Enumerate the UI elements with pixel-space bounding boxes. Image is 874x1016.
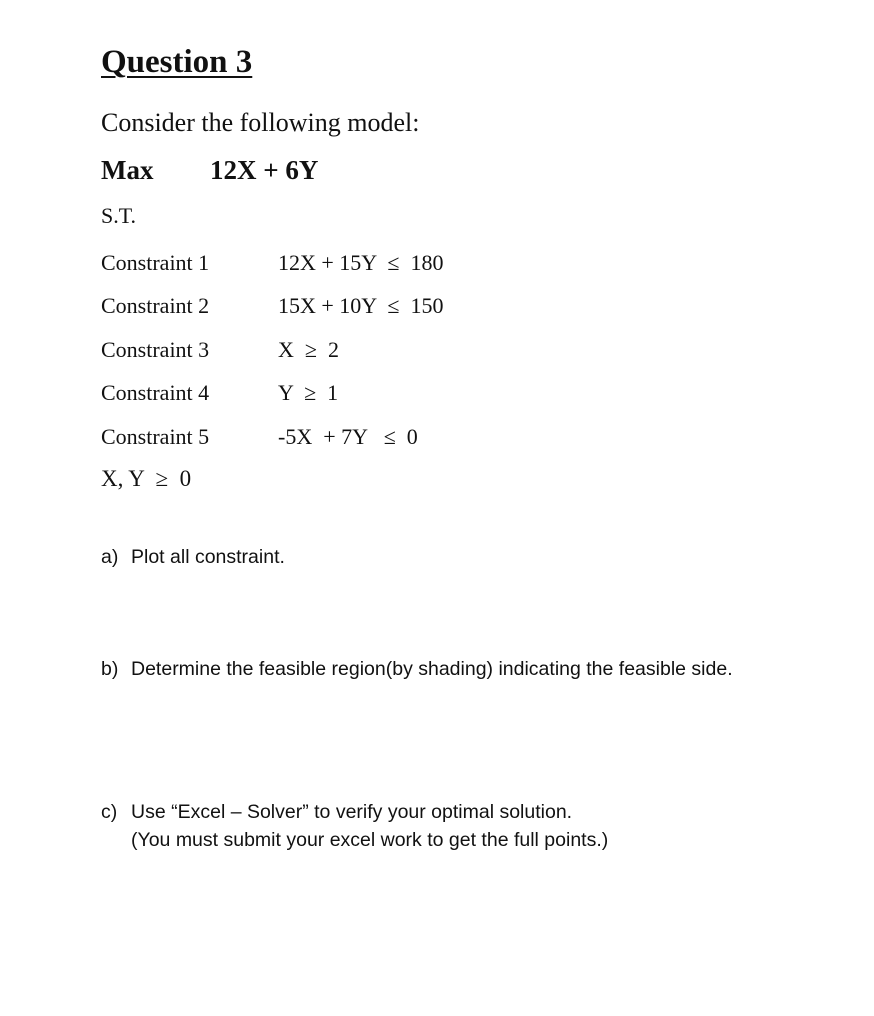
constraint-1-label: Constraint 1 xyxy=(101,250,210,275)
task-c-tag: c) xyxy=(101,801,118,823)
subject-to-label: S.T. xyxy=(101,203,137,228)
constraint-2-expression: 15X + 10Y ≤ 150 xyxy=(278,293,444,318)
task-c-text: Use “Excel – Solver” to verify your optimal solution. xyxy=(131,801,573,823)
constraint-3-label: Constraint 3 xyxy=(101,337,210,362)
intro-text: Consider the following model: xyxy=(101,108,420,137)
task-b-text: Determine the feasible region(by shading) indicating the feasible side. xyxy=(131,658,733,680)
task-a xyxy=(101,546,285,569)
non-negativity-constraint: X, Y ≥ 0 xyxy=(101,466,192,491)
constraint-5-expression: -5X + 7Y ≤ 0 xyxy=(278,424,418,449)
constraint-4-label: Constraint 4 xyxy=(101,380,210,405)
task-b xyxy=(101,658,733,681)
constraint-4-expression: Y ≥ 1 xyxy=(278,380,339,405)
constraint-5-label: Constraint 5 xyxy=(101,424,210,449)
constraint-1-expression: 12X + 15Y ≤ 180 xyxy=(278,250,444,275)
task-a-tag: a) xyxy=(101,546,119,568)
objective-label: Max xyxy=(101,155,154,185)
task-a-text: Plot all constraint. xyxy=(131,546,285,568)
task-c xyxy=(101,801,572,824)
objective-expression: 12X + 6Y xyxy=(210,155,319,185)
constraint-2-label: Constraint 2 xyxy=(101,293,210,318)
task-c-note: (You must submit your excel work to get the full points.) xyxy=(131,829,609,851)
question-title: Question 3 xyxy=(101,44,253,80)
task-b-tag: b) xyxy=(101,658,119,680)
constraint-3-expression: X ≥ 2 xyxy=(278,337,339,362)
